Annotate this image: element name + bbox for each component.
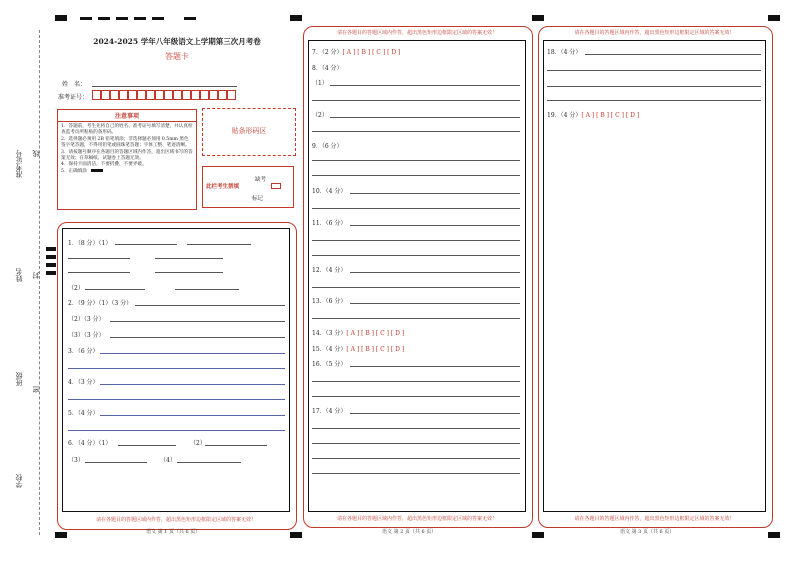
warning-text: 请在各题目的答题区域内作答，超出黑色矩形边框限定区域的答案无效！ (336, 516, 497, 522)
question-18: 18．（4 分） (547, 49, 582, 56)
question-7-label: 7．（2 分） (312, 49, 343, 56)
note-item: 5．正确填涂 (61, 168, 87, 174)
question-5: 5．（4 分） (68, 410, 99, 417)
question-6-3: （3） (68, 457, 84, 464)
question-15-label: 15．（4 分） (312, 346, 347, 353)
absent-checkbox[interactable] (271, 183, 281, 189)
warning-text: 请在各题目的答题区域内作答，超出黑色矩形边框限定区域的答案无效！ (574, 516, 735, 522)
registration-mark (98, 17, 110, 20)
sidebar-school-label: 学校 (15, 474, 23, 488)
sidebar-name-label: 姓名 (15, 268, 23, 282)
question-3: 3．（6 分） (68, 348, 99, 355)
answer-line[interactable] (312, 240, 520, 241)
notes-title: 注意事项 (58, 110, 196, 122)
question-1-2: （2） (68, 285, 84, 292)
sidebar-secret-label: 密 (32, 386, 40, 393)
registration-mark (46, 255, 56, 259)
question-2-2: （2）（3 分） (68, 316, 105, 323)
answer-line[interactable] (115, 244, 177, 245)
question-6: 6．（4 分）（1） (68, 440, 112, 447)
registration-mark (184, 17, 196, 20)
question-19-label: 19．（4 分） (547, 112, 582, 119)
answer-line[interactable] (312, 160, 520, 161)
question-16: 16．（5 分） (312, 361, 347, 368)
answer-line[interactable] (547, 70, 761, 71)
note-item: 3．请按题号顺序在各题目的答题区域内作答，超出区域书写的答案无效；在草稿纸、试题卷上答题无效。 (61, 149, 193, 162)
question-2-3: （3）（3 分） (68, 332, 105, 339)
warning-text: 请在各题目的答题区域内作答，超出黑色矩形边框限定区域的答案无效！ (95, 517, 256, 523)
question-15 (312, 344, 404, 353)
answer-line[interactable] (85, 462, 147, 463)
question-11: 11．（6 分） (312, 220, 347, 227)
registration-mark (768, 532, 780, 538)
answer-line[interactable] (85, 289, 145, 290)
note-item: 4．保持卡面清洁，不要折叠、不要弄破。 (61, 162, 147, 168)
answer-line[interactable] (350, 193, 520, 194)
registration-mark (152, 17, 164, 20)
choice-options[interactable]: [ A ] [ B ] [ C ] [ D ] (581, 112, 640, 119)
answer-line[interactable] (100, 384, 285, 385)
choice-options[interactable]: [ A ] [ B ] [ C ] [ D ] (346, 330, 405, 337)
answer-line[interactable] (312, 175, 520, 176)
answer-line[interactable] (177, 462, 241, 463)
answer-line[interactable] (68, 368, 285, 369)
registration-mark (55, 532, 67, 538)
question-17: 17．（4 分） (312, 408, 347, 415)
question-1: 1．（8 分）（1） (68, 240, 112, 247)
answer-line[interactable] (312, 287, 520, 288)
question-6-4: （4） (160, 457, 176, 464)
question-8: 8．（4 分） (312, 65, 343, 72)
registration-mark (116, 17, 128, 20)
answer-line[interactable] (312, 381, 520, 382)
registration-mark (290, 532, 302, 538)
answer-line[interactable] (155, 258, 223, 259)
question-12: 12．（4 分） (312, 267, 347, 274)
answer-line[interactable] (118, 445, 176, 446)
answer-line[interactable] (350, 225, 520, 226)
name-field[interactable] (92, 86, 237, 87)
answer-line[interactable] (68, 258, 130, 259)
warning-text: 请在各题目的答题区域内作答，超出黑色矩形边框限定区域的答案无效！ (574, 30, 735, 36)
choice-options[interactable]: [ A ] [ B ] [ C ] [ D ] (346, 346, 405, 353)
question-4: 4．（3 分） (68, 379, 99, 386)
page-footer: 语文 第 1 页（共 6 页） (146, 529, 201, 535)
answer-line[interactable] (312, 473, 520, 474)
answer-line[interactable] (585, 54, 761, 55)
page-footer: 语文 第 3 页（共 6 页） (620, 529, 675, 535)
answer-line[interactable] (330, 85, 520, 86)
note-item: 2．选择题必须用 2B 铅笔填涂；非选择题必须用 0.5mm 黑色签字笔答题，不得用铅笔或圆珠笔答题；字体工整、笔迹清晰。 (61, 136, 190, 149)
answer-line[interactable] (312, 255, 520, 256)
sidebar-line-label: 线 (32, 150, 40, 157)
notes-box (57, 109, 197, 210)
registration-mark (532, 15, 544, 21)
choice-options[interactable]: [ A ] [ B ] [ C ] [ D ] (342, 49, 401, 56)
registration-mark (46, 247, 56, 251)
answer-line[interactable] (68, 399, 285, 400)
answer-line[interactable] (312, 396, 520, 397)
answer-line[interactable] (205, 445, 267, 446)
sidebar-seal-label: 封 (32, 272, 40, 279)
registration-mark (768, 15, 780, 21)
registration-mark (80, 17, 92, 20)
absent-text: 标记 (252, 196, 264, 202)
answer-line[interactable] (68, 430, 285, 431)
sidebar-id-label: 准考证号 (15, 150, 23, 178)
answer-line[interactable] (135, 305, 285, 306)
absent-box (202, 166, 294, 208)
question-14-label: 14．（3 分） (312, 330, 347, 337)
absent-label: 此栏考生禁填 (206, 184, 240, 190)
fill-sample (91, 169, 103, 172)
question-8-2: （2） (312, 112, 328, 119)
exam-title: 2024-2025 学年八年级语文上学期第三次月考卷 (93, 37, 261, 46)
answer-line[interactable] (350, 366, 520, 367)
question-8-1: （1） (312, 80, 328, 87)
absent-text: 缺考 (255, 177, 267, 183)
question-6-2: （2） (190, 440, 206, 447)
page-footer: 语文 第 2 页（共 6 页） (382, 529, 437, 535)
answer-line[interactable] (330, 117, 520, 118)
answer-line[interactable] (68, 272, 130, 273)
answer-box-page2 (308, 40, 526, 512)
registration-mark (46, 271, 56, 275)
answer-line[interactable] (312, 458, 520, 459)
answer-line[interactable] (155, 272, 223, 273)
answer-line[interactable] (187, 244, 251, 245)
question-9: 9．（6 分） (312, 143, 343, 150)
name-label: 姓 名： (62, 81, 87, 88)
question-7 (312, 47, 400, 56)
registration-mark (290, 15, 302, 21)
barcode-label: 贴条形码区 (231, 127, 267, 135)
registration-mark (532, 532, 544, 538)
answer-line[interactable] (350, 413, 520, 414)
answer-line[interactable] (312, 131, 520, 132)
answer-sheet-subtitle: 答题卡 (165, 52, 189, 61)
answer-line[interactable] (547, 100, 761, 101)
question-2: 2．（9 分）（1）（3 分） (68, 300, 133, 307)
answer-line[interactable] (350, 272, 520, 273)
answer-line[interactable] (100, 415, 285, 416)
barcode-area (202, 108, 296, 156)
question-14 (312, 328, 404, 337)
answer-line[interactable] (312, 318, 520, 319)
answer-line[interactable] (312, 443, 520, 444)
answer-line[interactable] (312, 100, 520, 101)
answer-line[interactable] (312, 208, 520, 209)
question-19 (547, 110, 639, 119)
registration-mark (55, 15, 67, 21)
answer-line[interactable] (110, 321, 285, 322)
registration-mark (46, 263, 56, 267)
answer-line[interactable] (350, 303, 520, 304)
answer-line[interactable] (110, 337, 285, 338)
sidebar-class-label: 班级 (15, 372, 23, 386)
answer-line[interactable] (175, 289, 239, 290)
binding-line (39, 30, 40, 535)
note-item: 1．答题前，考生先将自己的姓名、准考证号填写清楚，并认真检查监考员所粘贴的条形码。 (61, 124, 193, 136)
warning-text: 请在各题目的答题区域内作答，超出黑色矩形边框限定区域的答案无效！ (336, 30, 497, 36)
question-13: 13．（6 分） (312, 298, 347, 305)
answer-line[interactable] (547, 86, 761, 87)
answer-line[interactable] (100, 353, 285, 354)
question-10: 10．（4 分） (312, 188, 347, 195)
answer-box-page1 (62, 228, 290, 512)
id-label: 准考证号： (58, 94, 89, 101)
registration-mark (134, 17, 146, 20)
answer-line[interactable] (312, 428, 520, 429)
